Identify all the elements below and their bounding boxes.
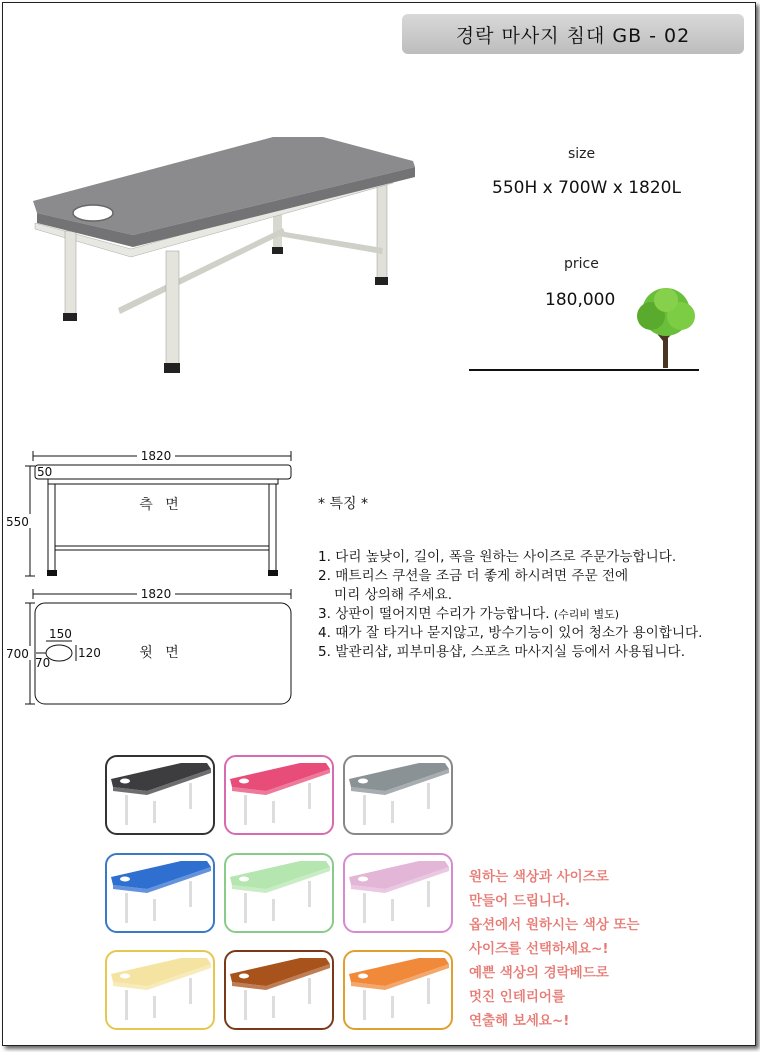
color-option-orange (343, 950, 453, 1030)
side-height-label: 550 (6, 515, 29, 529)
feature-item: 4. 때가 잘 타거나 묻지않고, 방수기능이 있어 청소가 용이합니다. (318, 625, 703, 641)
promo-line: 멋진 인테리어를 (469, 989, 565, 1005)
hole-offset-label: 70 (35, 656, 51, 670)
color-option-dark-gray (105, 755, 215, 835)
feature-item: 5. 발관리샵, 피부미용샵, 스포츠 마사지실 등에서 사용됩니다. (318, 644, 686, 660)
color-option-mint (224, 853, 334, 933)
pad-height-label: 50 (37, 465, 53, 479)
feature-item: 2. 매트리스 쿠션을 조금 더 좋게 하시려면 주문 전에 (318, 568, 629, 584)
top-view-label: 윗 면 (139, 645, 183, 661)
top-width-label: 700 (6, 647, 29, 661)
features-list (318, 548, 702, 662)
color-option-lavender (343, 853, 453, 933)
top-length-label: 1820 (140, 587, 172, 601)
feature-item: 미리 상의해 주세요. (334, 587, 453, 603)
dimension-diagram (3, 448, 303, 713)
feature-item: 1. 다리 높낮이, 길이, 폭을 원하는 사이즈로 주문가능합니다. (318, 549, 677, 565)
tree-icon (631, 286, 701, 370)
hole-width-label: 150 (49, 627, 72, 641)
promo-line: 옵션에서 원하시는 색상 또는 (469, 917, 640, 933)
side-length-label: 1820 (140, 449, 172, 463)
color-option-brown (224, 950, 334, 1030)
promo-text (469, 865, 640, 1033)
promo-line: 연출해 보세요~! (469, 1013, 570, 1029)
feature-text: 3. 상판이 떨어지면 수리가 가능합니다. (318, 606, 550, 622)
repair-note: (수리비 별도) (553, 608, 620, 621)
feature-item (318, 605, 702, 624)
divider-line (469, 369, 699, 371)
promo-line: 원하는 색상과 사이즈로 (469, 869, 609, 885)
promo-line: 예쁜 색상의 경락베드로 (469, 965, 609, 981)
color-option-pink (224, 755, 334, 835)
features-title: * 특징 * (318, 496, 368, 512)
size-label: size (568, 146, 596, 162)
bed-main-image (23, 123, 423, 383)
promo-line: 만들어 드립니다. (469, 893, 571, 909)
color-option-gray (343, 755, 453, 835)
promo-line: 사이즈를 선택하세요~! (469, 941, 609, 957)
color-option-blue (105, 853, 215, 933)
hole-height-label: 120 (78, 646, 101, 660)
size-value: 550H x 700W x 1820L (492, 178, 681, 198)
price-value: 180,000 (545, 290, 616, 310)
page-title: 경락 마사지 침대 GB - 02 (402, 14, 744, 54)
side-view-label: 측 면 (139, 497, 183, 513)
price-label: price (564, 256, 599, 272)
product-page (2, 2, 756, 1046)
color-option-cream (105, 950, 215, 1030)
